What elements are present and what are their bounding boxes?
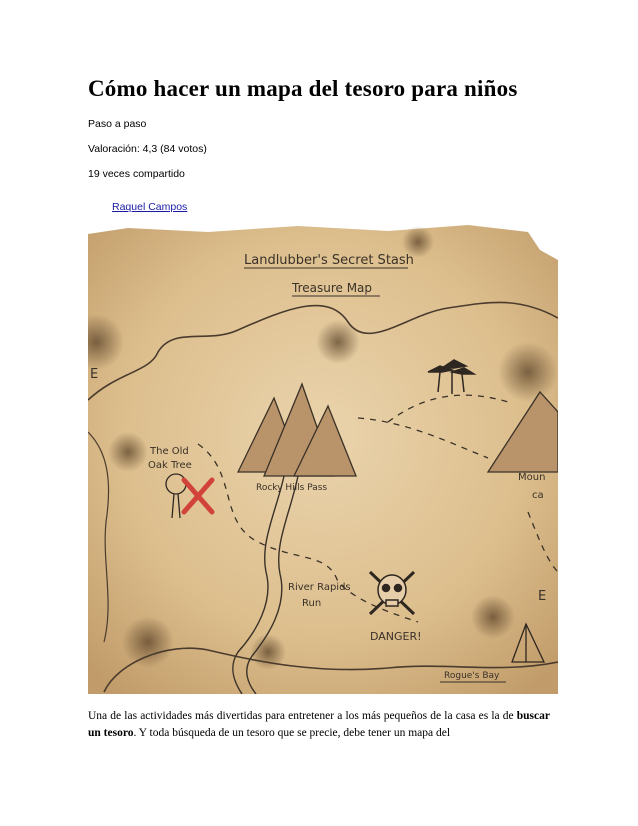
steps-label: Paso a paso [88, 118, 147, 130]
rating-text: Valoración: 4,3 (84 votos) [88, 143, 207, 155]
body-text-2: . Y toda búsqueda de un tesoro que se precie, debe tener un mapa del [133, 727, 451, 739]
map-edge-letter-left: E [90, 367, 99, 382]
body-text-1: Una de las actividades más divertidas para entretener a los más pequeños de la casa es la de [88, 710, 517, 722]
treasure-map-image [88, 222, 558, 694]
treasure-map-drawing [88, 222, 558, 694]
article-title: Cómo hacer un mapa del tesoro para niños [88, 76, 518, 101]
map-label-danger: DANGER! [370, 630, 422, 643]
map-title-line-2: Treasure Map [292, 281, 373, 295]
author-link[interactable]: Raquel Campos [112, 201, 188, 213]
map-label-river-2: Run [302, 598, 322, 609]
map-edge-letter-right: E [538, 589, 547, 604]
map-label-mount-2: ca [532, 490, 544, 501]
map-label-mount-1: Moun [518, 472, 546, 483]
map-label-river-1: River Rapids [288, 582, 351, 593]
map-label-oak-2: Oak Tree [148, 460, 192, 471]
map-title-line-1: Landlubber's Secret Stash [244, 253, 414, 268]
shared-count: 19 veces compartido [88, 168, 185, 180]
map-label-oak-1: The Old [150, 446, 189, 457]
body-text-bold: buscar un tesoro [88, 710, 550, 739]
map-label-rocky-hills: Rocky Hills Pass [256, 483, 328, 493]
map-label-rogues-bay: Rogue's Bay [444, 671, 500, 681]
body-paragraph [88, 708, 550, 742]
